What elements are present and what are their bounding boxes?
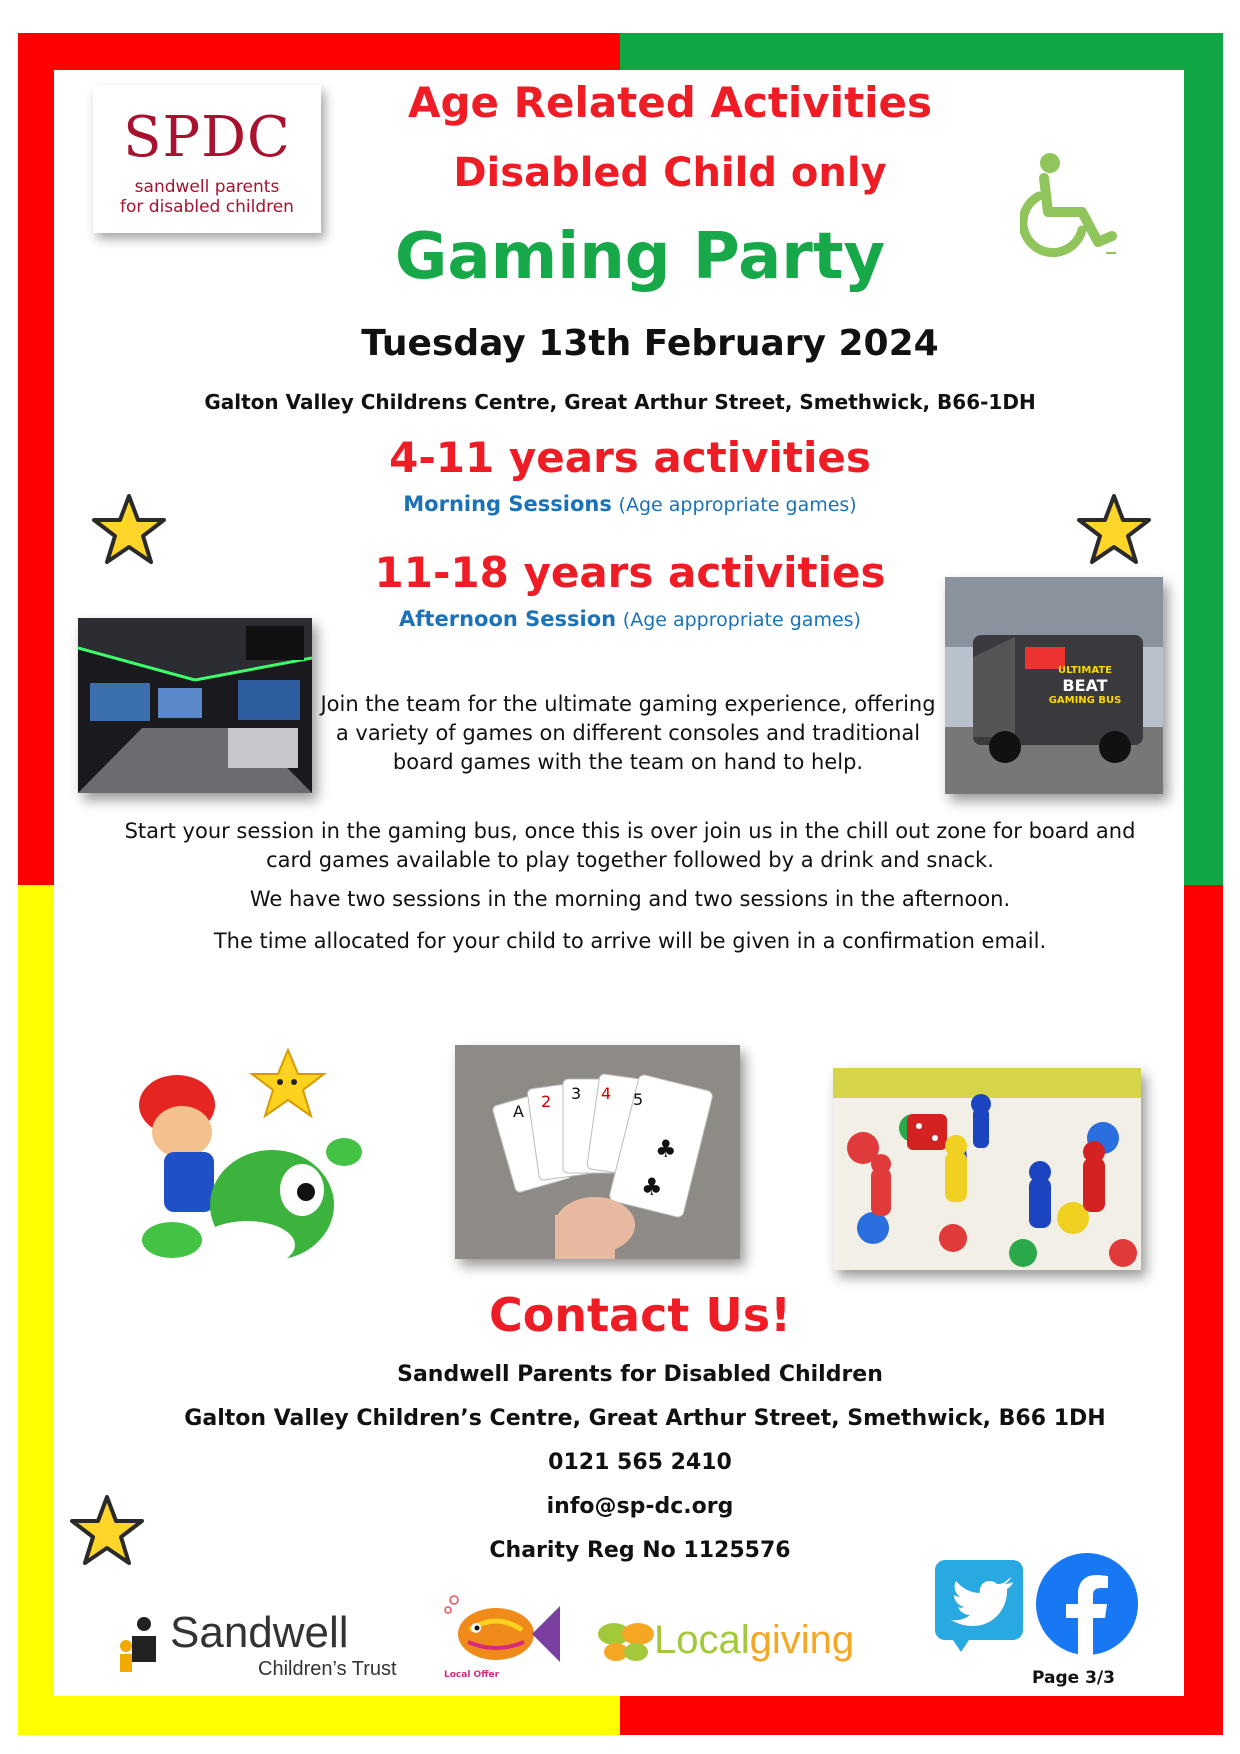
session-1-sub [300,492,960,516]
contact-org: Sandwell Parents for Disabled Children [397,1362,883,1387]
contact-email[interactable]: info@sp-dc.org [546,1494,734,1519]
local-offer-text: Local Offer [444,1670,500,1680]
contact-charity: Charity Reg No 1125576 [489,1538,791,1563]
logo-acronym: SPDC [123,105,291,170]
svg-text:2: 2 [541,1092,552,1111]
session-2-heading: 11-18 years activities [374,548,886,597]
event-date: Tuesday 13th February 2024 [361,323,939,364]
session-2-label: Afternoon Session [399,607,617,631]
sandwell-wordmark: Sandwell [170,1608,349,1657]
page-title: Gaming Party [394,220,886,294]
localgiving-wordmark [654,1618,854,1663]
session-2-note: (Age appropriate games) [622,609,861,631]
paragraph-times: We have two sessions in the morning and two sessions in the afternoon. [249,887,1011,911]
intro-text: Join the team for the ultimate gaming experience, offering a variety of games on different consoles and traditional board games with the team on hand to help. [320,692,936,774]
family-icon [116,1616,164,1678]
logo-line2: for disabled children [120,197,294,217]
page-number: Page 3/3 [1032,1668,1115,1688]
logo-line1: sandwell parents [134,177,280,197]
svg-text:3: 3 [571,1084,582,1103]
bus-interior-photo [78,618,312,793]
svg-text:♣: ♣ [655,1135,677,1163]
contact-phone: 0121 565 2410 [548,1450,732,1475]
heading-age-related: Age Related Activities [407,78,933,127]
butterfly-icon [596,1620,656,1664]
gaming-bus-photo [945,577,1163,794]
localgiving-a: Local [654,1618,750,1662]
bus-sign-bottom: GAMING BUS [1048,695,1122,706]
contact-heading: Contact Us! [488,1288,792,1342]
session-1-note: (Age appropriate games) [618,494,857,516]
trust-wordmark: Children’s Trust [258,1658,397,1680]
star-icon [1075,492,1153,568]
wheelchair-icon [1020,150,1120,260]
bus-sign-mid: BEAT [1062,676,1108,695]
facebook-icon[interactable] [1035,1552,1139,1656]
paragraph-confirmation: The time allocated for your child to arrive will be given in a confirmation email. [213,929,1047,953]
board-game-photo [833,1068,1141,1270]
star-icon [68,1493,146,1569]
logo-tagline [93,177,321,217]
twitter-icon[interactable] [933,1558,1025,1650]
svg-text:♣: ♣ [641,1173,663,1201]
bus-sign [1040,665,1130,707]
session-2-sub [300,607,960,631]
svg-text:4: 4 [601,1084,612,1103]
local-offer-logo [440,1590,570,1690]
playing-cards-photo [455,1045,740,1259]
svg-text:A: A [513,1102,524,1121]
bus-sign-top: ULTIMATE [1058,665,1112,676]
sandwell-trust-logo [116,1608,426,1678]
fish-icon [440,1590,570,1670]
heading-disabled-child: Disabled Child only [453,150,887,196]
star-icon [90,492,168,568]
session-1-label: Morning Sessions [403,492,612,516]
svg-text:5: 5 [633,1090,644,1109]
spdc-logo [93,85,321,233]
paragraph-session: Start your session in the gaming bus, once this is over join us in the chill out zone for board and card games available to play together followed by a drink and snack. [124,819,1136,872]
mario-yoshi-illustration [112,1040,372,1280]
contact-address: Galton Valley Children’s Centre, Great Arthur Street, Smethwick, B66 1DH [184,1406,1106,1431]
localgiving-logo [596,1612,896,1672]
session-1-heading: 4-11 years activities [389,433,871,482]
event-venue: Galton Valley Childrens Centre, Great Arthur Street, Smethwick, B66-1DH [204,390,1036,414]
localgiving-b: giving [749,1618,855,1662]
